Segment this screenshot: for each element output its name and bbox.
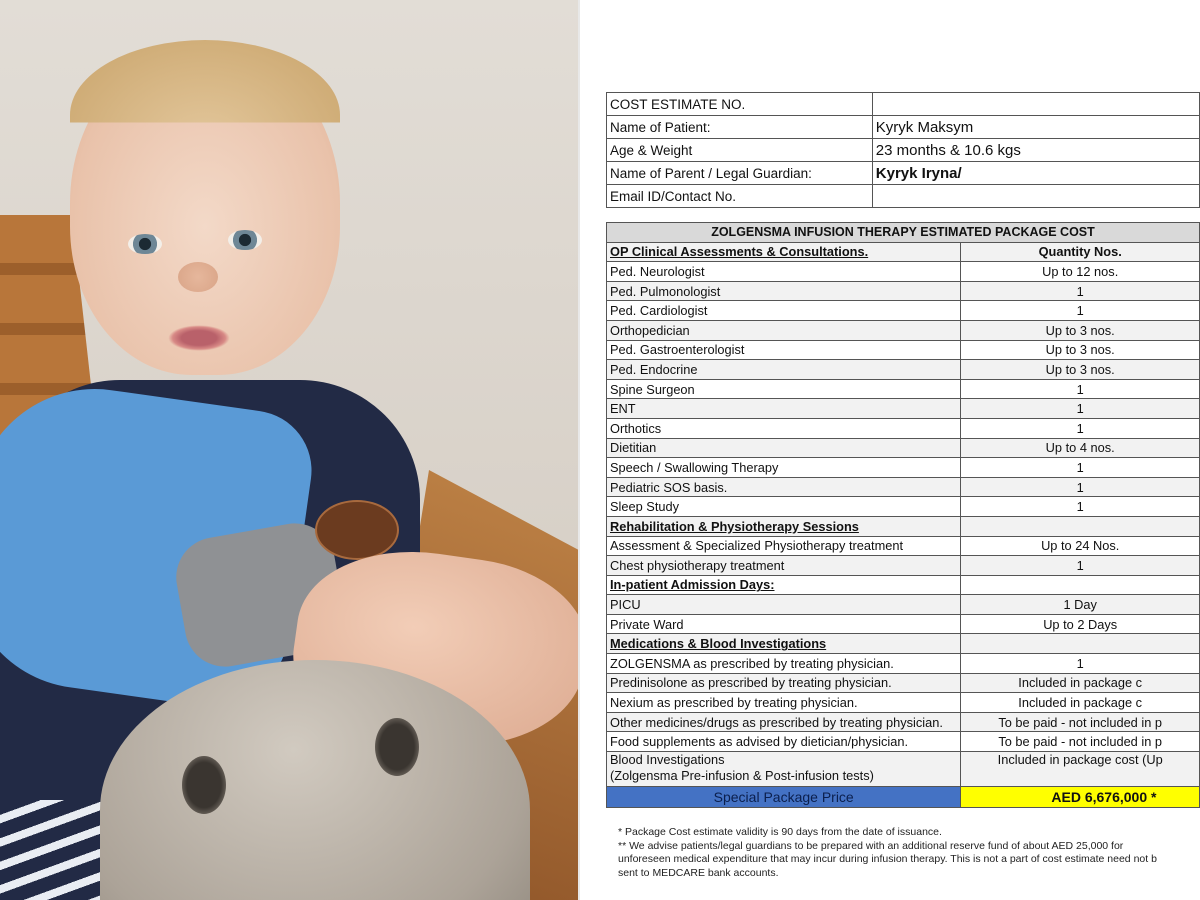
item-qty: Included in package c (961, 673, 1200, 693)
table-row (607, 497, 1200, 517)
info-label: Name of Parent / Legal Guardian: (607, 162, 873, 185)
section-heading: Rehabilitation & Physiotherapy Sessions (607, 516, 961, 536)
item-name: Private Ward (607, 614, 961, 634)
table-header (607, 223, 1200, 243)
table-row (607, 301, 1200, 321)
table-row (607, 139, 1200, 162)
item-name: Food supplements as advised by dietician/physician. (607, 732, 961, 752)
price-value: AED 6,676,000 * (961, 787, 1200, 808)
footnote: sent to MEDCARE bank accounts. (618, 866, 779, 879)
right-eye (228, 230, 262, 250)
info-value (872, 93, 1199, 116)
info-label: Age & Weight (607, 139, 873, 162)
item-name: Assessment & Specialized Physiotherapy treatment (607, 536, 961, 556)
table-row (607, 93, 1200, 116)
table-row (607, 320, 1200, 340)
mouth (168, 325, 230, 351)
item-name: Sleep Study (607, 497, 961, 517)
table-row (607, 379, 1200, 399)
item-name: Speech / Swallowing Therapy (607, 458, 961, 478)
striped-trousers (0, 800, 110, 900)
item-qty: Included in package c (961, 693, 1200, 713)
child-photo (0, 0, 578, 900)
item-qty: Up to 2 Days (961, 614, 1200, 634)
item-name: Predinisolone as prescribed by treating physician. (607, 673, 961, 693)
left-eye (128, 234, 162, 254)
item-name: Chest physiotherapy treatment (607, 556, 961, 576)
table-row (607, 634, 1200, 654)
item-qty: Up to 24 Nos. (961, 536, 1200, 556)
item-name: Nexium as prescribed by treating physician. (607, 693, 961, 713)
item-qty: 1 (961, 399, 1200, 419)
section-heading: In-patient Admission Days: (607, 575, 961, 595)
section-heading: OP Clinical Assessments & Consultations. (607, 242, 961, 262)
item-qty: Up to 3 nos. (961, 320, 1200, 340)
item-qty: Included in package cost (Up (961, 752, 1200, 787)
nose (178, 262, 218, 292)
table-row (607, 438, 1200, 458)
table-row (607, 614, 1200, 634)
price-label: Special Package Price (607, 787, 961, 808)
table-row (607, 673, 1200, 693)
table-row (607, 536, 1200, 556)
item-qty: Up to 3 nos. (961, 360, 1200, 380)
table-row (607, 752, 1200, 787)
item-qty (961, 634, 1200, 654)
patient-name: Kyryk Maksym (872, 116, 1199, 139)
table-row (607, 732, 1200, 752)
table-row (607, 712, 1200, 732)
item-name: Ped. Gastroenterologist (607, 340, 961, 360)
item-qty: To be paid - not included in p (961, 732, 1200, 752)
table-row (607, 360, 1200, 380)
table-row (607, 262, 1200, 282)
item-qty: 1 (961, 654, 1200, 674)
item-qty: 1 (961, 379, 1200, 399)
item-qty: 1 Day (961, 595, 1200, 615)
blood-line1: Blood Investigations (610, 752, 725, 768)
quantity-header: Quantity Nos. (961, 242, 1200, 262)
item-qty: 1 (961, 281, 1200, 301)
item-qty: 1 (961, 556, 1200, 576)
contact-value (872, 185, 1199, 208)
item-name: Ped. Neurologist (607, 262, 961, 282)
item-name (607, 752, 961, 787)
footnote: * Package Cost estimate validity is 90 days from the date of issuance. (618, 826, 942, 838)
table-row (607, 595, 1200, 615)
item-qty: To be paid - not included in p (961, 712, 1200, 732)
item-qty: Up to 3 nos. (961, 340, 1200, 360)
item-qty: Up to 12 nos. (961, 262, 1200, 282)
patient-info-table (606, 92, 1200, 208)
table-row (607, 477, 1200, 497)
table-row (607, 162, 1200, 185)
item-name: Ped. Pulmonologist (607, 281, 961, 301)
table-row (607, 116, 1200, 139)
item-qty: Up to 4 nos. (961, 438, 1200, 458)
info-label: Email ID/Contact No. (607, 185, 873, 208)
item-name: Orthotics (607, 418, 961, 438)
info-label: Name of Patient: (607, 116, 873, 139)
item-name: ENT (607, 399, 961, 419)
table-row (607, 458, 1200, 478)
item-name: Dietitian (607, 438, 961, 458)
item-name: Ped. Cardiologist (607, 301, 961, 321)
table-row (607, 418, 1200, 438)
item-qty (961, 516, 1200, 536)
blood-line2: (Zolgensma Pre-infusion & Post-infusion tests) (610, 768, 874, 784)
item-name: Other medicines/drugs as prescribed by treating physician. (607, 712, 961, 732)
table-row (607, 340, 1200, 360)
table-row (607, 556, 1200, 576)
section-heading: Medications & Blood Investigations (607, 634, 961, 654)
item-name: ZOLGENSMA as prescribed by treating physician. (607, 654, 961, 674)
package-title: ZOLGENSMA INFUSION THERAPY ESTIMATED PACKAGE COST (607, 223, 1200, 243)
item-qty: 1 (961, 477, 1200, 497)
item-qty: 1 (961, 458, 1200, 478)
footnotes (618, 826, 1200, 880)
item-name: Spine Surgeon (607, 379, 961, 399)
footnote: unforeseen medical expenditure that may incur during infusion therapy. This is not a part of cost estimate need not b (618, 853, 1157, 865)
helmet-hole (375, 718, 419, 776)
item-qty: 1 (961, 301, 1200, 321)
table-row (607, 693, 1200, 713)
footnote: ** We advise patients/legal guardians to be prepared with an additional reserve fund of about AED 25,000 for (618, 839, 1124, 852)
info-label: COST ESTIMATE NO. (607, 93, 873, 116)
item-name: Pediatric SOS basis. (607, 477, 961, 497)
table-row (607, 185, 1200, 208)
guardian-name: Kyryk Iryna/ (872, 162, 1199, 185)
age-weight: 23 months & 10.6 kgs (872, 139, 1199, 162)
table-row (607, 516, 1200, 536)
table-row (607, 575, 1200, 595)
item-qty (961, 575, 1200, 595)
package-cost-table (606, 222, 1200, 808)
price-row (607, 787, 1200, 808)
item-qty: 1 (961, 418, 1200, 438)
item-name: PICU (607, 595, 961, 615)
table-row (607, 399, 1200, 419)
table-row (607, 654, 1200, 674)
table-row (607, 242, 1200, 262)
vest-patch (315, 500, 399, 560)
helmet-hole (182, 756, 226, 814)
table-row (607, 281, 1200, 301)
item-name: Orthopedician (607, 320, 961, 340)
item-name: Ped. Endocrine (607, 360, 961, 380)
item-qty: 1 (961, 497, 1200, 517)
